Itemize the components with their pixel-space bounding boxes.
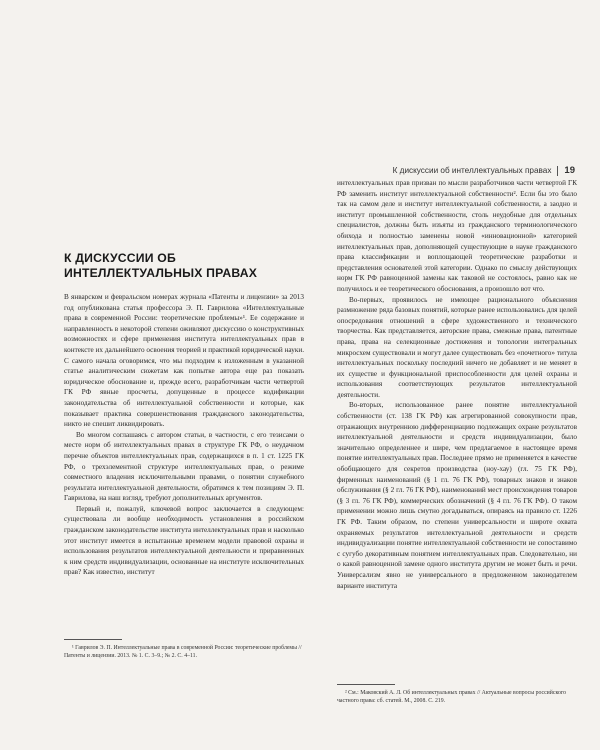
right-column: [337, 178, 577, 591]
left-paragraph-1: В январском и февральском номерах журнала «Патенты и лицензии» за 2013 год опубликована статья профессора Э. П. Гаврилова «Интеллектуальные права в современной России: теоретические проблемы»¹. Ее содержание и направленность в некоторой степени оживляют дискуссию о конструктивных возможностях и сфере применения института интеллектуальных прав в контексте их дальнейшего освоения теорией и практикой юридической науки. С самого начала оговоримся, что мы подходим к изложенным в указанной статье аналитическим сюжетам как попытке автора еще раз показать юридическое обоснование и, прежде всего, разработчикам части четвертой ГК РФ явные просчеты, допущенные в процессе кодификации законодательства об интеллектуальной собственности и которые, как показывает практика совершенствования гражданского законодательства, никто не спешит ликвидировать.: [64, 293, 304, 429]
footnote-rule: [64, 639, 122, 640]
left-footnote-block: [64, 632, 304, 660]
page-number: 19: [564, 165, 575, 176]
footnote-2: ² См.: Маковский А. Л. Об интеллектуальных правах // Актуальные вопросы российского частного права: сб. статей. М., 2008. С. 219.: [337, 690, 566, 704]
running-head-separator: [557, 166, 558, 176]
running-head: [335, 165, 575, 176]
footnote-rule: [337, 684, 395, 685]
article-title: К ДИСКУССИИ ОБ ИНТЕЛЛЕКТУАЛЬНЫХ ПРАВАХ: [64, 251, 258, 280]
right-footnote-block: [337, 677, 577, 705]
left-column: [64, 292, 304, 578]
right-paragraph-2: Во-первых, проявилось не имеющее рационального объяснения размножение ряда базовых понятий, которые ранее использовались для целей опосредования отношений в сфере художественного и технического творчества. Как представляется, авторские права, смежные права, патентные права, права на селекционные достижения и топологии интегральных микросхем существовали и могут далее существовать без «почетного» титула интеллектуальных поскольку последний ничего не добавляет и не меняет в их существе и функциональной приспособленности для целей охраны и использования соответствующих результатов интеллектуальной деятельности.: [337, 295, 577, 399]
running-head-title: К дискуссии об интеллектуальных правах: [392, 166, 552, 175]
footnote-1: ¹ Гаврилов Э. П. Интеллектуальные права в современной России: теоретические проблемы // Патенты и лицензии. 2013. № 1. С. 3–9.; № 2. С. 4–11.: [64, 645, 302, 659]
left-paragraph-2: Во многом соглашаясь с автором статьи, в частности, с его тезисами о месте норм об интеллектуальных правах в структуре ГК РФ, о неудачном перечне объектов интеллектуальных прав, содержащихся в п. 1 ст. 1225 ГК РФ, о трехэлементной структуре интеллектуальных прав, о режиме совместного владения исключительными правами, о понятии служебного результата интеллектуальной деятельности, обратимся к тем позициям Э. П. Гаврилова, на наш взгляд, требуют дополнительных аргументов.: [64, 430, 304, 503]
right-paragraph-3: Во-вторых, использованное ранее понятие интеллектуальной собственности (ст. 138 ГК РФ) как агрегированной совокупности прав, отражающих внутреннюю дифференциацию подлежащих охране результатов интеллектуальной деятельности и средств индивидуализации, было значительно определеннее и шире, чем предлагаемое в настоящее время понятие интеллектуальных прав. Последнее прямо не применяется в качестве обобщающего для секретов производства (ноу-хау) (гл. 75 ГК РФ), фирменных наименований (§ 1 гл. 76 ГК РФ), товарных знаков и знаков обслуживания (§ 2 гл. 76 ГК РФ), наименований мест происхождения товаров (§ 3 гл. 76 ГК РФ), коммерческих обозначений (§ 4 гл. 76 ГК РФ). О таком применении можно лишь смутно догадываться, опираясь на правило ст. 1226 ГК РФ. Таким образом, по степени универсальности и широте охвата охраняемых результатов интеллектуальной деятельности и средств индивидуализации понятие интеллектуальной собственности не сопоставимо с сугубо декоративным понятием интеллектуальных прав. Следовательно, ни о какой равноценной замене одного института другим не может быть и речи. Универсализм явно не универсального в предложенном законодателем варианте института: [337, 401, 577, 590]
left-paragraph-3: Первый и, пожалуй, ключевой вопрос заключается в следующем: существовала ли вообще необходимость установления в российском гражданском законодательстве института интеллектуальных прав и насколько этот институт имеется в испытанные временем модели правовой охраны и использования результатов интеллектуальной деятельности и приравненных к ним средств индивидуализации, основанные на институте исключительных прав? Как известно, институт: [64, 504, 304, 577]
right-paragraph-1: интеллектуальных прав призван по мысли разработчиков части четвертой ГК РФ заменить институт интеллектуальной собственности². Если бы это было так на самом деле и институт интеллектуальной собственности, а заодно и институт промышленной собственности, столь неудобные для отдельных специалистов, должны быть изъяты из гражданского терминологического обихода и полностью заменены новой «инновационной» категорией интеллектуальных прав, дополняющей существующие в науке гражданского права классификации и воплощающей теоретические разработки и представления основателей этой категории. Однако по смыслу действующих норм ГК РФ равноценной замены как таковой не состоялось, равно как не получилось и ее теоретического обоснования, а произошло вот что.: [337, 179, 577, 293]
